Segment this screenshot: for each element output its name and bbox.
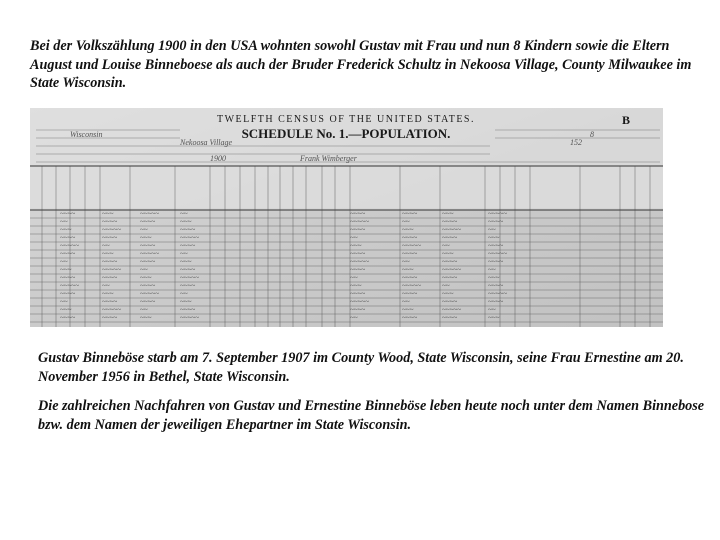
census-schedule-title: SCHEDULE No. 1.—POPULATION. [241, 126, 451, 141]
svg-text:~~~~~: ~~~~~ [488, 210, 507, 218]
svg-text:~~~~~: ~~~~~ [102, 306, 121, 314]
svg-text:~~: ~~ [60, 258, 68, 266]
svg-text:~~~~: ~~~~ [488, 258, 504, 266]
svg-text:~~~: ~~~ [350, 242, 362, 250]
svg-text:~~~~: ~~~~ [350, 226, 366, 234]
svg-text:~~~: ~~~ [488, 314, 500, 322]
svg-text:~~~: ~~~ [60, 226, 72, 234]
svg-text:~~: ~~ [140, 306, 148, 314]
svg-text:~~: ~~ [180, 210, 188, 218]
svg-text:~~~: ~~~ [402, 226, 414, 234]
svg-text:152: 152 [570, 138, 582, 147]
svg-text:~~: ~~ [488, 306, 496, 314]
svg-text:~~: ~~ [350, 234, 358, 242]
svg-text:~~~~: ~~~~ [102, 234, 118, 242]
svg-text:~~~~: ~~~~ [442, 274, 458, 282]
svg-text:~~~~: ~~~~ [402, 314, 418, 322]
svg-text:~~~~: ~~~~ [102, 274, 118, 282]
svg-text:~~~~: ~~~~ [488, 298, 504, 306]
svg-text:~~: ~~ [442, 242, 450, 250]
svg-text:~~~~: ~~~~ [488, 242, 504, 250]
svg-text:~~~~: ~~~~ [60, 314, 76, 322]
svg-text:~~~~: ~~~~ [442, 234, 458, 242]
svg-text:~~~~~: ~~~~~ [140, 250, 159, 258]
svg-text:~~: ~~ [488, 226, 496, 234]
svg-text:8: 8 [590, 130, 594, 139]
svg-text:~~~~: ~~~~ [102, 314, 118, 322]
svg-text:~~: ~~ [350, 274, 358, 282]
svg-text:~~~~: ~~~~ [180, 266, 196, 274]
svg-text:~~~~~: ~~~~~ [350, 258, 369, 266]
svg-text:~~~~: ~~~~ [60, 274, 76, 282]
svg-text:~~~~: ~~~~ [180, 226, 196, 234]
svg-text:~~~: ~~~ [140, 314, 152, 322]
svg-text:~~~~: ~~~~ [350, 290, 366, 298]
svg-text:~~~~: ~~~~ [102, 218, 118, 226]
svg-text:~~~: ~~~ [488, 274, 500, 282]
svg-text:~~~~: ~~~~ [140, 218, 156, 226]
census-heading: TWELFTH CENSUS OF THE UNITED STATES. [216, 114, 476, 125]
svg-text:Wisconsin: Wisconsin [70, 130, 103, 139]
svg-text:~~~: ~~~ [488, 234, 500, 242]
svg-text:~~: ~~ [180, 250, 188, 258]
svg-text:~~~~: ~~~~ [402, 234, 418, 242]
svg-text:~~~~~: ~~~~~ [488, 290, 507, 298]
svg-text:~~~: ~~~ [180, 258, 192, 266]
svg-text:~~~~: ~~~~ [60, 250, 76, 258]
svg-text:~~~~~: ~~~~~ [442, 266, 461, 274]
svg-text:~~~~~: ~~~~~ [402, 282, 421, 290]
svg-text:~~~~: ~~~~ [442, 258, 458, 266]
svg-text:~~~: ~~~ [102, 210, 114, 218]
svg-text:~~~~~: ~~~~~ [102, 226, 121, 234]
svg-text:~~: ~~ [60, 298, 68, 306]
svg-text:~~~: ~~~ [442, 210, 454, 218]
svg-text:~~~~~: ~~~~~ [180, 234, 199, 242]
svg-text:~~~~: ~~~~ [140, 258, 156, 266]
svg-text:~~: ~~ [402, 218, 410, 226]
svg-text:~~~~: ~~~~ [102, 298, 118, 306]
svg-text:~~~~~: ~~~~~ [402, 242, 421, 250]
svg-text:~~~~: ~~~~ [180, 306, 196, 314]
svg-text:~~~~~: ~~~~~ [102, 266, 121, 274]
svg-text:~~: ~~ [102, 242, 110, 250]
svg-text:~~~: ~~~ [60, 266, 72, 274]
svg-text:~~~~: ~~~~ [442, 218, 458, 226]
svg-text:~~~~: ~~~~ [60, 290, 76, 298]
svg-text:~~~~: ~~~~ [350, 266, 366, 274]
svg-text:~~~: ~~~ [140, 274, 152, 282]
svg-text:~~~~: ~~~~ [350, 250, 366, 258]
svg-text:~~: ~~ [180, 290, 188, 298]
svg-text:~~~~~: ~~~~~ [180, 314, 199, 322]
svg-text:~~: ~~ [402, 298, 410, 306]
svg-text:~~: ~~ [402, 258, 410, 266]
svg-text:~~~~: ~~~~ [180, 242, 196, 250]
svg-text:~~~~~: ~~~~~ [488, 250, 507, 258]
svg-text:~~: ~~ [488, 266, 496, 274]
svg-text:~~~~: ~~~~ [402, 274, 418, 282]
svg-text:~~~~~: ~~~~~ [350, 298, 369, 306]
svg-text:~~~: ~~~ [180, 298, 192, 306]
death-paragraph: Gustav Binneböse starb am 7. September 1907 im County Wood, State Wisconsin, seine Frau Ernestine am 20. November 1956 in Bethel, State Wisconsin. [38, 350, 684, 385]
svg-text:~~~~: ~~~~ [350, 210, 366, 218]
svg-text:~~~~~: ~~~~~ [442, 226, 461, 234]
svg-text:~~~~~: ~~~~~ [60, 282, 79, 290]
svg-text:~~~: ~~~ [442, 250, 454, 258]
svg-text:~~~~: ~~~~ [60, 210, 76, 218]
svg-text:~~: ~~ [442, 282, 450, 290]
svg-text:~~~~: ~~~~ [402, 290, 418, 298]
svg-text:~~~~: ~~~~ [350, 306, 366, 314]
svg-text:~~~~~: ~~~~~ [140, 210, 159, 218]
svg-text:Nekoosa Village: Nekoosa Village [180, 138, 233, 147]
svg-text:~~~~: ~~~~ [140, 242, 156, 250]
svg-text:~~~~: ~~~~ [140, 282, 156, 290]
svg-text:~~~~: ~~~~ [402, 250, 418, 258]
census-sheet-drawing [30, 108, 663, 327]
census-sheet-letter: B [621, 113, 631, 127]
svg-text:~~~~~: ~~~~~ [180, 274, 199, 282]
svg-text:~~: ~~ [60, 218, 68, 226]
svg-text:1900: 1900 [210, 154, 226, 163]
svg-text:~~~: ~~~ [60, 306, 72, 314]
svg-text:~~~~: ~~~~ [102, 258, 118, 266]
svg-text:~~~: ~~~ [402, 306, 414, 314]
svg-text:~~~~: ~~~~ [140, 298, 156, 306]
svg-text:~~~~~: ~~~~~ [140, 290, 159, 298]
svg-text:~~~~: ~~~~ [180, 282, 196, 290]
svg-text:~~~~~: ~~~~~ [442, 306, 461, 314]
svg-text:~~~~: ~~~~ [60, 234, 76, 242]
svg-text:~~~~~: ~~~~~ [60, 242, 79, 250]
svg-text:~~: ~~ [140, 266, 148, 274]
svg-text:~~~~: ~~~~ [488, 282, 504, 290]
descendants-paragraph: Die zahlreichen Nachfahren von Gustav und Ernestine Binneböse leben heute noch unter dem Namen Binnebose bzw. dem Namen der jeweiligen Ehepartner im State Wisconsin. [38, 398, 705, 433]
svg-text:Frank Wimberger: Frank Wimberger [300, 154, 357, 163]
svg-text:~~: ~~ [102, 282, 110, 290]
census-record-image [30, 108, 663, 327]
svg-text:~~~: ~~~ [102, 290, 114, 298]
svg-text:~~~: ~~~ [102, 250, 114, 258]
svg-text:~~~: ~~~ [350, 282, 362, 290]
svg-text:~~~: ~~~ [140, 234, 152, 242]
svg-text:~~~~: ~~~~ [442, 298, 458, 306]
svg-text:~~~: ~~~ [180, 218, 192, 226]
svg-text:~~~~: ~~~~ [442, 314, 458, 322]
svg-text:~~: ~~ [140, 226, 148, 234]
svg-text:~~~~: ~~~~ [488, 218, 504, 226]
intro-paragraph: Bei der Volkszählung 1900 in den USA wohnten sowohl Gustav mit Frau und nun 8 Kindern sowie die Eltern August und Louise Binneboese als auch der Bruder Frederick Schultz in Nekoosa Village, County Milwaukee im State Wisconsin. [30, 38, 692, 91]
svg-text:~~~: ~~~ [442, 290, 454, 298]
svg-text:~~~~~: ~~~~~ [350, 218, 369, 226]
svg-text:~~~~: ~~~~ [402, 210, 418, 218]
svg-text:~~: ~~ [350, 314, 358, 322]
svg-text:~~~: ~~~ [402, 266, 414, 274]
